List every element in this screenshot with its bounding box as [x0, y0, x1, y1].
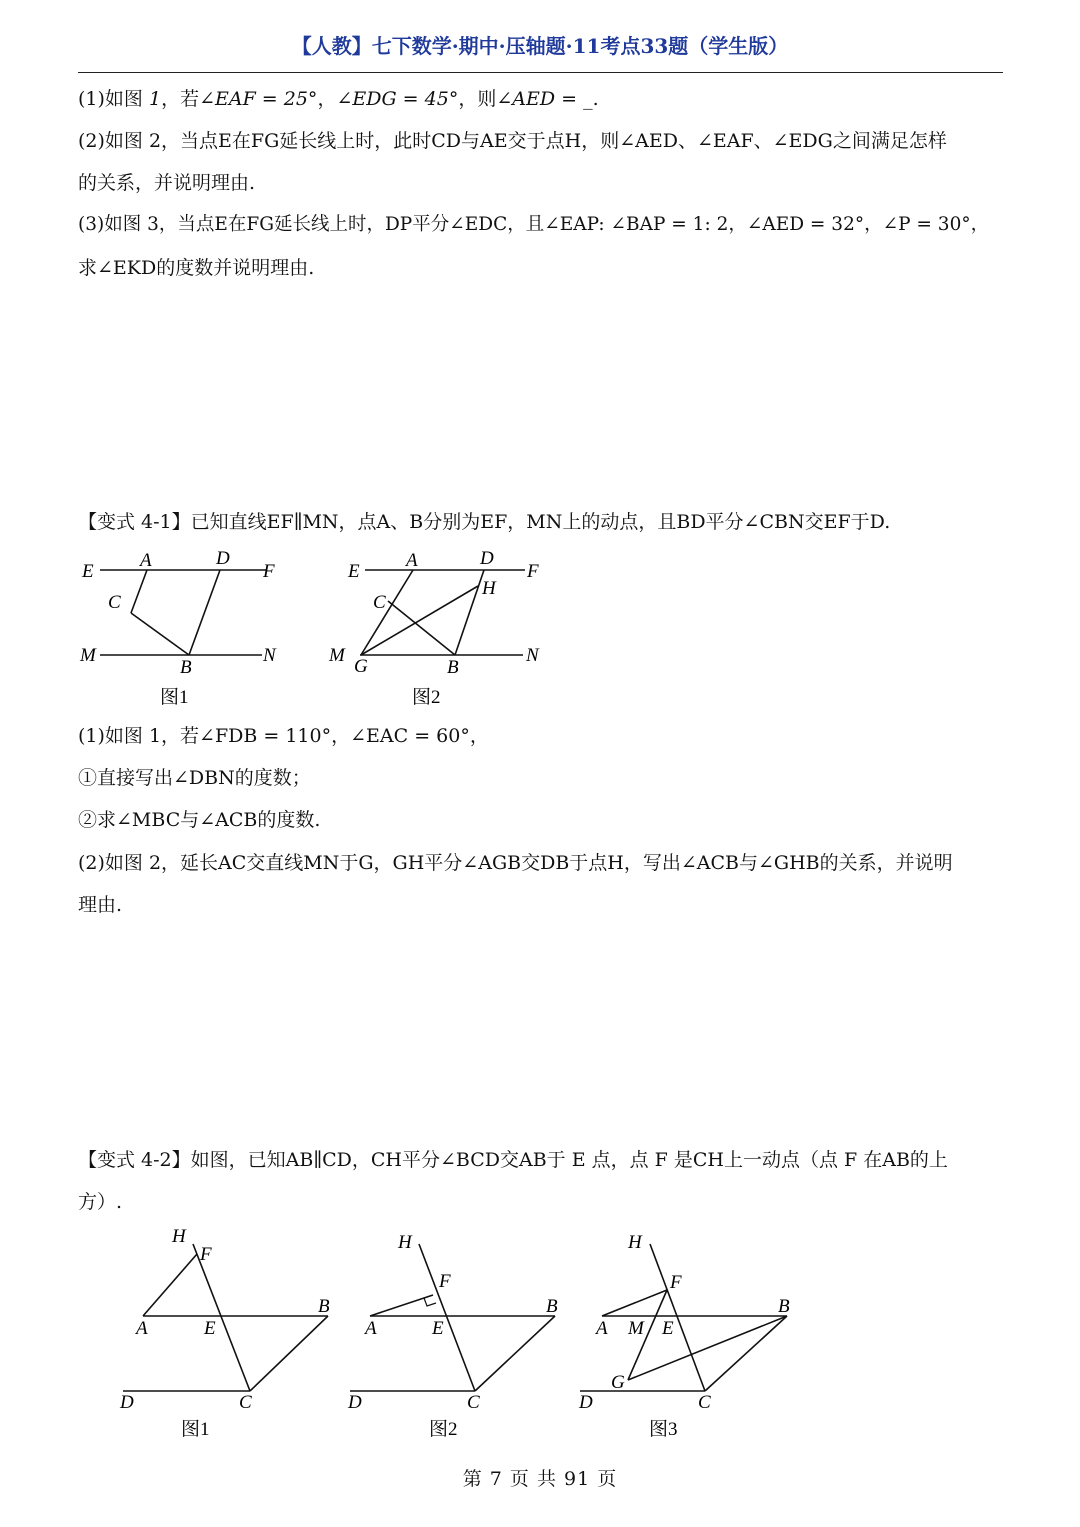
v42-f1-label-d: D: [120, 1392, 134, 1413]
v42-f3-caption: 图3: [649, 1419, 678, 1440]
header-rule: [78, 72, 1003, 73]
variant-4-1-title: 【变式 4-1】已知直线EF∥MN，点A、B分别为EF，MN上的动点，且BD平分∠CBN交EF于D.: [78, 511, 891, 533]
variant-4-2-title-line-2: 方）.: [78, 1191, 123, 1213]
v42-figure-1: [123, 1244, 328, 1391]
v41-f1-caption: 图1: [160, 687, 189, 708]
v41-question-2-line-2: 理由.: [78, 894, 123, 916]
v41-f1-label-c: C: [108, 592, 121, 613]
v41-figure-1: [100, 570, 267, 655]
v42-f2-seg-cb: [475, 1316, 555, 1391]
v41-f1-label-f: F: [263, 561, 275, 582]
v42-figure-2-labels: [347, 1232, 558, 1440]
v42-f1-caption: 图1: [181, 1419, 210, 1440]
v42-f3-label-f: F: [670, 1272, 682, 1293]
v41-f2-label-f: F: [527, 561, 539, 582]
page-header: 【人教】七下数学·期中·压轴题·11考点33题（学生版）: [291, 34, 789, 58]
v41-f1-seg-ac: [131, 570, 147, 613]
v42-f2-label-h: H: [398, 1232, 412, 1253]
variant-4-2-figures: [110, 1222, 810, 1444]
v41-f2-label-h: H: [482, 578, 496, 599]
v42-f2-label-c: C: [467, 1392, 480, 1413]
v41-f2-label-c: C: [373, 592, 386, 613]
v42-f2-right-angle-mark: [424, 1298, 436, 1306]
v41-f2-label-d: D: [480, 548, 494, 569]
p4-question-3-line-1: (3)如图 3，当点E在FG延长线上时，DP平分∠EDC，且∠EAP: ∠BAP = 1: 2，∠AED = 32°，∠P = 30°，: [78, 214, 990, 235]
v41-f1-label-e: E: [82, 561, 94, 582]
v41-question-1: (1)如图 1，若∠FDB = 110°，∠EAC = 60°，: [78, 725, 489, 747]
v42-f2-label-f: F: [439, 1271, 451, 1292]
variant-4-2-title-line-1: 【变式 4-2】如图，已知AB∥CD，CH平分∠BCD交AB于 E 点，点 F 是CH上一动点（点 F 在AB的上: [78, 1149, 948, 1171]
v41-f2-caption: 图2: [412, 687, 441, 708]
v41-f2-label-e: E: [348, 561, 360, 582]
v41-f2-seg-db: [455, 570, 484, 655]
v42-f2-label-b: B: [546, 1296, 558, 1317]
v41-f2-label-b: B: [447, 657, 459, 678]
v42-f1-label-a: A: [136, 1318, 148, 1339]
v42-f2-seg-ch: [419, 1244, 475, 1391]
v42-f1-label-e: E: [204, 1318, 216, 1339]
v42-f3-label-h: H: [628, 1232, 642, 1253]
v42-f1-label-h: H: [172, 1226, 186, 1247]
p4-question-2-line-2: 的关系，并说明理由.: [78, 172, 256, 194]
v42-f3-label-g: G: [611, 1372, 625, 1393]
v41-f2-seg-ag: [361, 570, 413, 655]
v41-question-1-2: ②求∠MBC与∠ACB的度数.: [78, 809, 321, 831]
v41-f1-seg-db: [189, 570, 220, 655]
v42-figure-3: [580, 1244, 787, 1391]
v41-f2-label-m: M: [329, 645, 345, 666]
v42-f3-label-d: D: [579, 1392, 593, 1413]
v41-f1-label-b: B: [180, 657, 192, 678]
v42-f1-seg-ch: [193, 1244, 250, 1391]
v42-f2-label-a: A: [365, 1318, 377, 1339]
v41-f1-seg-cb: [131, 613, 189, 655]
v41-figure-2-labels: [328, 548, 540, 708]
v42-f3-label-b: B: [778, 1296, 790, 1317]
v42-f1-label-f: F: [200, 1244, 212, 1265]
v42-f2-seg-af: [370, 1295, 433, 1316]
page-footer: 第 7 页 共 91 页: [462, 1468, 618, 1490]
v42-f2-caption: 图2: [429, 1419, 458, 1440]
v42-f3-seg-cb: [705, 1316, 787, 1391]
v41-f2-label-a: A: [406, 550, 418, 571]
v41-f1-label-m: M: [80, 645, 96, 666]
p4-question-1: (1)如图 1，若∠EAF = 25°，∠EDG = 45°，则∠AED = _.: [78, 88, 599, 110]
v41-figure-1-labels: [79, 548, 277, 708]
p4-question-2-line-1: (2)如图 2，当点E在FG延长线上时，此时CD与AE交于点H，则∠AED、∠EAF、∠EDG之间满足怎样: [78, 130, 947, 152]
v41-f2-label-g: G: [354, 656, 368, 677]
v41-question-2-line-1: (2)如图 2，延长AC交直线MN于G，GH平分∠AGB交DB于点H，写出∠ACB与∠GHB的关系，并说明: [78, 852, 953, 874]
v42-figure-2: [350, 1244, 555, 1391]
v42-f2-label-d: D: [348, 1392, 362, 1413]
v42-f3-label-c: C: [698, 1392, 711, 1413]
v42-f1-label-c: C: [239, 1392, 252, 1413]
v42-f3-label-m: M: [628, 1318, 644, 1339]
v42-f1-seg-af: [143, 1254, 197, 1316]
v41-question-1-1: ①直接写出∠DBN的度数；: [78, 767, 311, 789]
v42-f3-seg-ch: [650, 1244, 705, 1391]
v42-f3-label-a: A: [596, 1318, 608, 1339]
v42-f1-seg-cb: [250, 1316, 328, 1391]
v41-f1-label-a: A: [140, 550, 152, 571]
v42-f3-label-e: E: [662, 1318, 674, 1339]
v42-f2-label-e: E: [432, 1318, 444, 1339]
variant-4-1-figures: [70, 540, 550, 715]
p4-question-3-line-2: 求∠EKD的度数并说明理由.: [78, 257, 315, 279]
v41-f1-label-d: D: [216, 548, 230, 569]
v41-f1-label-n: N: [263, 645, 276, 666]
v41-f2-seg-cb: [388, 601, 455, 655]
v42-f1-label-b: B: [318, 1296, 330, 1317]
v42-figure-1-labels: [119, 1226, 330, 1440]
v41-f2-label-n: N: [526, 645, 539, 666]
